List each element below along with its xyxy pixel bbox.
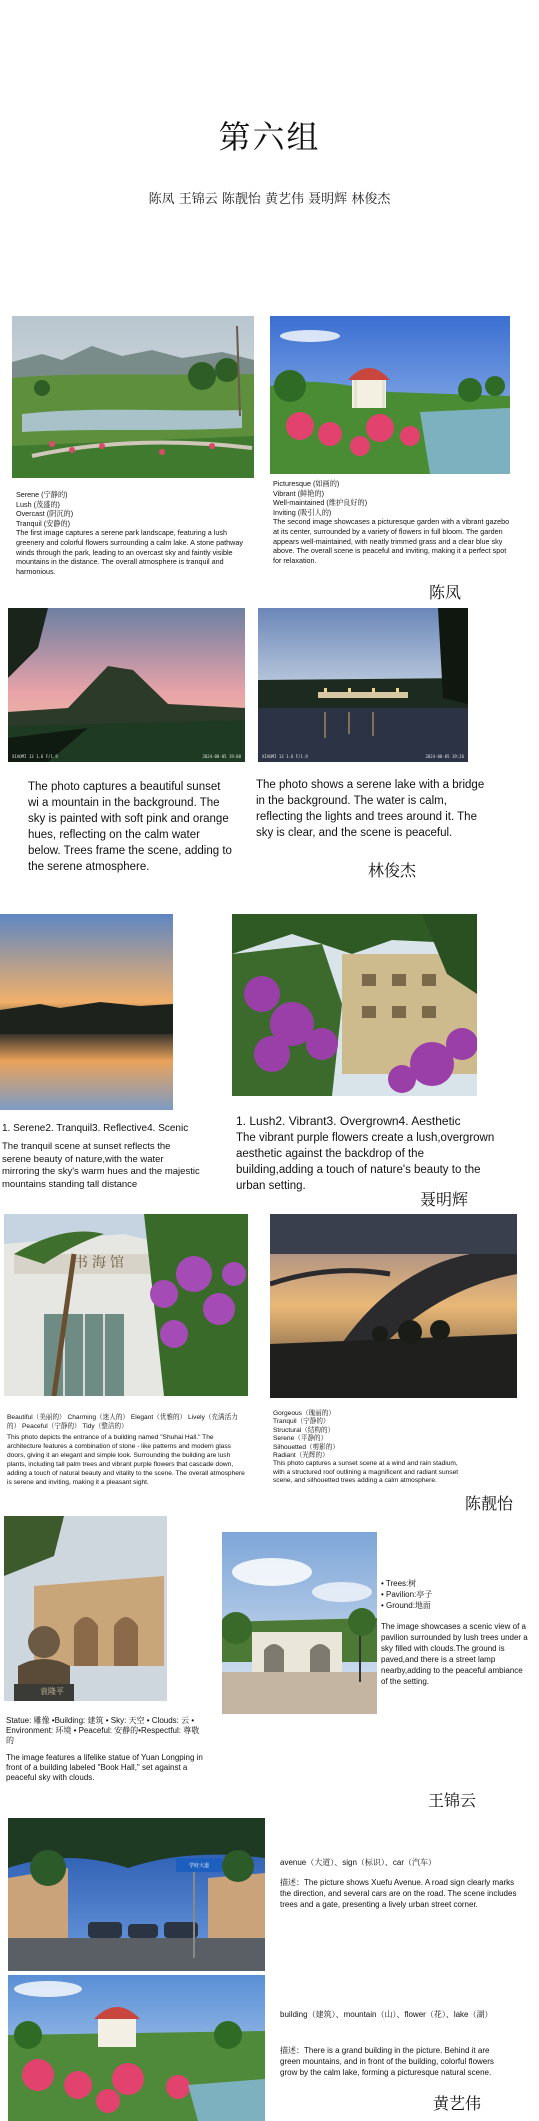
- road-sign: 学府大道: [188, 1863, 209, 1869]
- section1-right-text: [273, 479, 513, 565]
- section4-right-description: This photo captures a sunset scene at a wind and rain stadium, with a structured roof outlining a magnificent and radiant sunset scene, and silhouetted trees adding a calm atmosphere.: [273, 1460, 459, 1485]
- section4-left-keywords: Beautiful（美丽的） Charming（迷人的） Elegant（优雅的） Lively（充满活力的） Peaceful（宁静的） Tidy（整洁的）: [7, 1414, 238, 1430]
- section5-right-text: [381, 1578, 531, 1687]
- keyword-serene: Serene（平静的）: [273, 1435, 328, 1443]
- keyword-well-maintained: Well-maintained (维护良好的): [273, 498, 368, 508]
- section1-right-description: The second image showcases a picturesque garden with a vibrant gazebo at its center, surrounded by a variety of flowers in full bloom. The garden appears well-maintained, with neatly trimmed grass and a clear blue sky above. The overall scene is peaceful and inviting, making it a perfect spot for relaxation.: [273, 517, 510, 565]
- building-lake-photo: [8, 1975, 265, 2121]
- section6-top-description: 描述：The picture shows Xuefu Avenue. A road sign clearly marks the direction, and several cars are on the road. The scene includes trees and a gate, presenting a lively urban street corner.: [280, 1878, 517, 1909]
- yuan-longping-statue-photo: [4, 1516, 167, 1701]
- purple-flowers-building-photo: [232, 914, 477, 1096]
- author-lin-junjie: 林俊杰: [368, 861, 417, 880]
- section3-right-keywords: 1. Lush2. Vibrant3. Overgrown4. Aesthetic: [236, 1114, 461, 1128]
- xuefu-avenue-photo: [8, 1818, 265, 1971]
- keyword-gorgeous: Gorgeous（瑰丽的）: [273, 1410, 335, 1417]
- author-huang-yiwei: 黄艺伟: [433, 2094, 482, 2113]
- group-members: 陈凤 王锦云 陈靓怡 黄艺伟 聂明辉 林俊杰: [148, 192, 391, 207]
- section5-left-keywords: Statue: 雕像 •Building: 建筑 • Sky: 天空 • Clouds: 云 • Environment: 环境 • Peaceful: 安静的•Respectful: 尊敬的: [6, 1716, 200, 1745]
- author-wang-jinyun: 王锦云: [428, 1791, 477, 1810]
- author-chen-feng: 陈凤: [429, 583, 462, 602]
- keyword-trees: • Trees:树: [381, 1579, 417, 1588]
- keyword-silhouetted: Silhouetted（剪影的）: [273, 1443, 339, 1451]
- keyword-inviting: Inviting (吸引人的): [273, 507, 332, 517]
- section6-top-keywords: avenue（大道）、sign（标识）、car（汽车）: [280, 1858, 437, 1867]
- author-nie-minghui: 聂明辉: [420, 1190, 469, 1209]
- keyword-pavilion: • Pavilion:亭子: [381, 1590, 433, 1599]
- keyword-tranquil: Tranquil（宁静的）: [273, 1418, 330, 1426]
- keyword-picturesque: Picturesque (如画的): [273, 479, 340, 488]
- section2-right-description: The photo shows a serene lake with a bridge in the background. The water is calm, reflecting the lights and trees around it. The sky is clear, and the scene is peaceful.: [256, 779, 485, 839]
- section5-right-description: The image showcases a scenic view of a pavilion surrounded by lush trees under a sky filled with clouds.The ground is paved,and there is a street lamp nearby,adding to the peaceful ambiance of the setting.: [381, 1622, 528, 1686]
- keyword-tranquil: Tranquil (安静的): [16, 518, 71, 528]
- keyword-serene: Serene (宁静的): [16, 490, 68, 499]
- sunset-reflection-photo: [0, 914, 173, 1110]
- lake-bridge-photo: [258, 608, 468, 762]
- section3-left-description: The tranquil scene at sunset reflects the serene beauty of nature,with the water mirroring the sky's warm hues and the majestic mountains standing tall distance: [2, 1141, 200, 1190]
- section5-left-description: The image features a lifelike statue of Yuan Longping in front of a building labeled "Book Hall," set against a peaceful sky with clouds.: [6, 1753, 203, 1782]
- section4-left-description: This photo depicts the entrance of a building named "Shuhai Hall." The architecture features a combination of stone - like patterns and modern glass doors, giving it an elegant and simple look. Surrounding the building are lush plants, including tall palm trees and vibrant purple flowers that cascade down, adding a touch of natural beauty and vitality to the scene. The overall atmosphere is serene and inviting, making it a pleasant sight.: [7, 1434, 245, 1486]
- park-landscape-photo: [12, 316, 254, 478]
- author-chen-jingyi: 陈靓怡: [465, 1494, 514, 1513]
- keyword-vibrant: Vibrant (鲜艳的): [273, 488, 324, 498]
- section4-right-text: [273, 1410, 463, 1486]
- section1-left-description: The first image captures a serene park landscape, featuring a lush greenery and colorful flowers surrounding a calm lake. A stone pathway winds through the park, leading to an overcast sky and faintly visible mountains in the distance. The overall atmosphere is tranquil and harmonious.: [16, 528, 243, 576]
- section2-left-description: The photo captures a beautiful sunset wi a mountain in the background. The sky is painted with soft pink and orange hues, reflecting on the calm water below. Trees frame the scene, adding to the serene atmosphere.: [28, 781, 232, 873]
- shuhai-hall-photo: [4, 1214, 248, 1396]
- date-stamp-left: 2024-08-05 19:08: [202, 754, 241, 759]
- page-title: 第六组: [218, 118, 321, 156]
- camera-stamp-left: XIAOMI 13 1.6 F/1.9: [12, 754, 58, 759]
- statue-plaque: 袁隆平: [40, 1687, 64, 1696]
- section3-left-keywords: 1. Serene2. Tranquil3. Reflective4. Scenic: [2, 1123, 189, 1134]
- keyword-ground: • Ground:地面: [381, 1601, 431, 1610]
- keyword-structural: Structural（结构的）: [273, 1426, 335, 1434]
- section6-bottom-description: 描述：There is a grand building in the picture. Behind it are green mountains, and in front of the building, colorful flowers grow by the calm lake, forming a picturesque natural scene.: [280, 2046, 494, 2077]
- stadium-sunset-photo: [270, 1214, 517, 1398]
- gazebo-garden-photo: [270, 316, 510, 474]
- keyword-overcast: Overcast (阴沉的): [16, 509, 74, 519]
- shuhai-hall-sign: 书海馆: [74, 1255, 128, 1271]
- section6-bottom-keywords: building（建筑）、mountain（山）、flower（花）、lake（湖）: [280, 2010, 493, 2019]
- section3-right-description: The vibrant purple flowers create a lush,overgrown aesthetic against the backdrop of the building,adding a touch of nature's beauty to the urban setting.: [236, 1132, 495, 1192]
- date-stamp-right: 2024-08-05 19:26: [425, 754, 464, 759]
- pavilion-photo: [222, 1532, 377, 1714]
- keyword-radiant: Radiant（光辉的）: [273, 1452, 329, 1460]
- section1-left-text: [16, 490, 246, 576]
- keyword-lush: Lush (茂盛的): [16, 499, 60, 509]
- sunset-mountain-photo: [8, 608, 245, 762]
- camera-stamp-right: XIAOMI 13 1.6 F/1.9: [262, 754, 308, 759]
